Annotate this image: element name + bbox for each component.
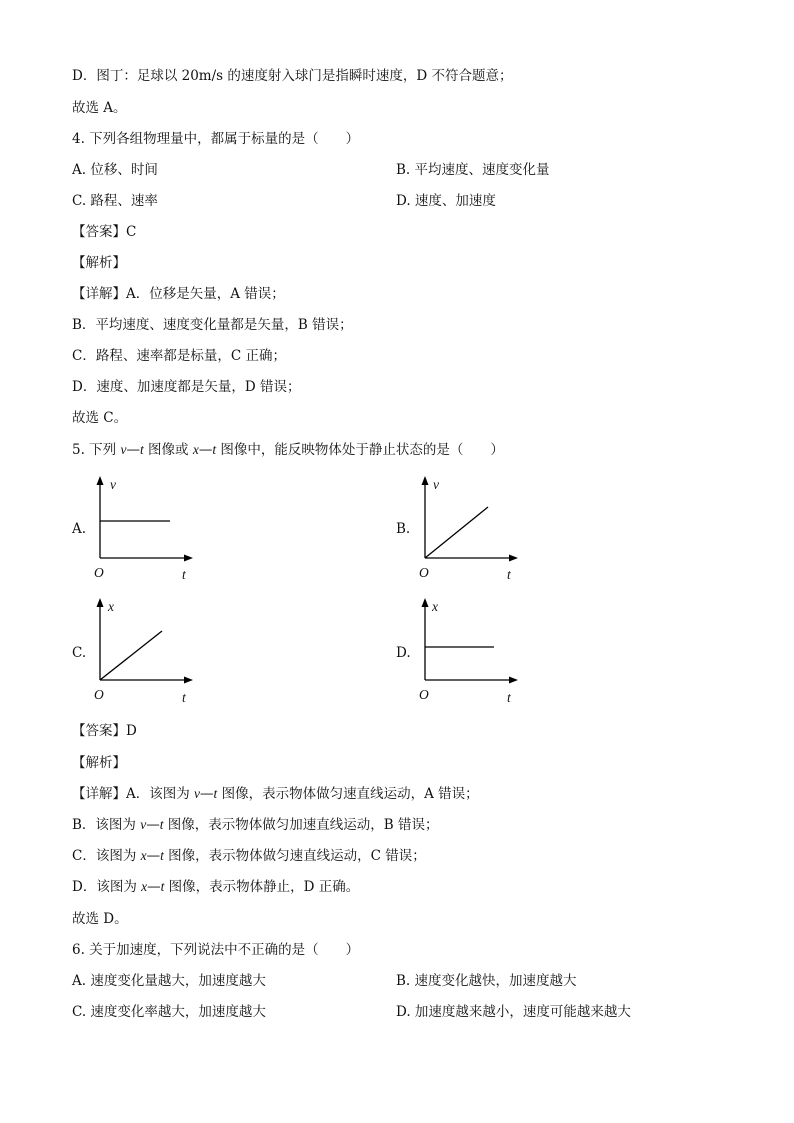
graph-a xyxy=(85,474,195,574)
answer-line: 【答案】D xyxy=(72,723,137,739)
origin-label: O xyxy=(419,687,429,702)
x-axis-label: t xyxy=(507,690,511,705)
graph-a-label: A. xyxy=(72,521,87,537)
detail-line: D．该图为 x—t 图像，表示物体静止，D 正确。 xyxy=(72,879,360,895)
option-a: A. 速度变化量越大，加速度越大 xyxy=(72,973,266,989)
detail-line: 【详解】A．位移是矢量，A 错误； xyxy=(72,286,285,302)
option-d: D. 加速度越来越小，速度可能越来越大 xyxy=(396,1004,631,1020)
analysis-heading: 【解析】 xyxy=(72,255,126,271)
option-b: B. 速度变化越快，加速度越大 xyxy=(396,973,577,989)
y-arrow xyxy=(422,598,429,607)
graph-c xyxy=(85,596,195,696)
detail-line: B．该图为 v—t 图像，表示物体做匀加速直线运动，B 错误； xyxy=(72,817,439,833)
y-arrow xyxy=(422,476,429,485)
x-arrow xyxy=(509,555,518,562)
y-arrow xyxy=(97,476,104,485)
x-axis-label: t xyxy=(182,690,186,705)
option-a: A. 位移、时间 xyxy=(72,162,158,178)
graph-d-label: D. xyxy=(396,645,411,661)
y-axis-label: x xyxy=(432,599,438,614)
graph-d xyxy=(410,596,520,696)
text-line: D．图丁：足球以 20m/s 的速度射入球门是指瞬时速度，D 不符合题意； xyxy=(72,68,513,84)
question-stem: 5. 下列 v—t 图像或 x—t 图像中，能反映物体处于静止状态的是（ ） xyxy=(72,442,504,458)
origin-label: O xyxy=(419,565,429,580)
question-stem: 4. 下列各组物理量中，都属于标量的是（ ） xyxy=(72,131,360,147)
graph-line xyxy=(425,507,488,558)
text-line: 故选 A。 xyxy=(72,100,127,116)
analysis-heading: 【解析】 xyxy=(72,755,126,771)
choose-line: 故选 D。 xyxy=(72,911,128,927)
graph-b-label: B. xyxy=(396,521,411,537)
x-arrow xyxy=(184,555,193,562)
answer-line: 【答案】C xyxy=(72,224,137,240)
detail-line: C．该图为 x—t 图像，表示物体做匀速直线运动，C 错误； xyxy=(72,848,426,864)
option-d: D. 速度、加速度 xyxy=(396,193,496,209)
graph-b xyxy=(410,474,520,574)
graph-c-label: C. xyxy=(72,645,87,661)
y-arrow xyxy=(97,598,104,607)
y-axis-label: v xyxy=(110,477,116,492)
origin-label: O xyxy=(94,687,104,702)
detail-line: B．平均速度、速度变化量都是矢量，B 错误； xyxy=(72,317,353,333)
origin-label: O xyxy=(94,565,104,580)
y-axis-label: x xyxy=(108,599,114,614)
x-arrow xyxy=(184,677,193,684)
x-axis-label: t xyxy=(507,567,511,582)
option-c: C. 路程、速率 xyxy=(72,193,158,209)
detail-line: D．速度、加速度都是矢量，D 错误； xyxy=(72,379,301,395)
x-axis-label: t xyxy=(182,567,186,582)
option-c: C. 速度变化率越大，加速度越大 xyxy=(72,1004,266,1020)
option-b: B. 平均速度、速度变化量 xyxy=(396,162,550,178)
x-arrow xyxy=(509,677,518,684)
detail-line: C．路程、速率都是标量，C 正确； xyxy=(72,348,286,364)
y-axis-label: v xyxy=(433,477,439,492)
question-stem: 6. 关于加速度，下列说法中不正确的是（ ） xyxy=(72,942,360,958)
detail-line: 【详解】A．该图为 v—t 图像，表示物体做匀速直线运动，A 错误； xyxy=(72,786,479,802)
graph-line xyxy=(100,631,162,680)
choose-line: 故选 C。 xyxy=(72,410,128,426)
